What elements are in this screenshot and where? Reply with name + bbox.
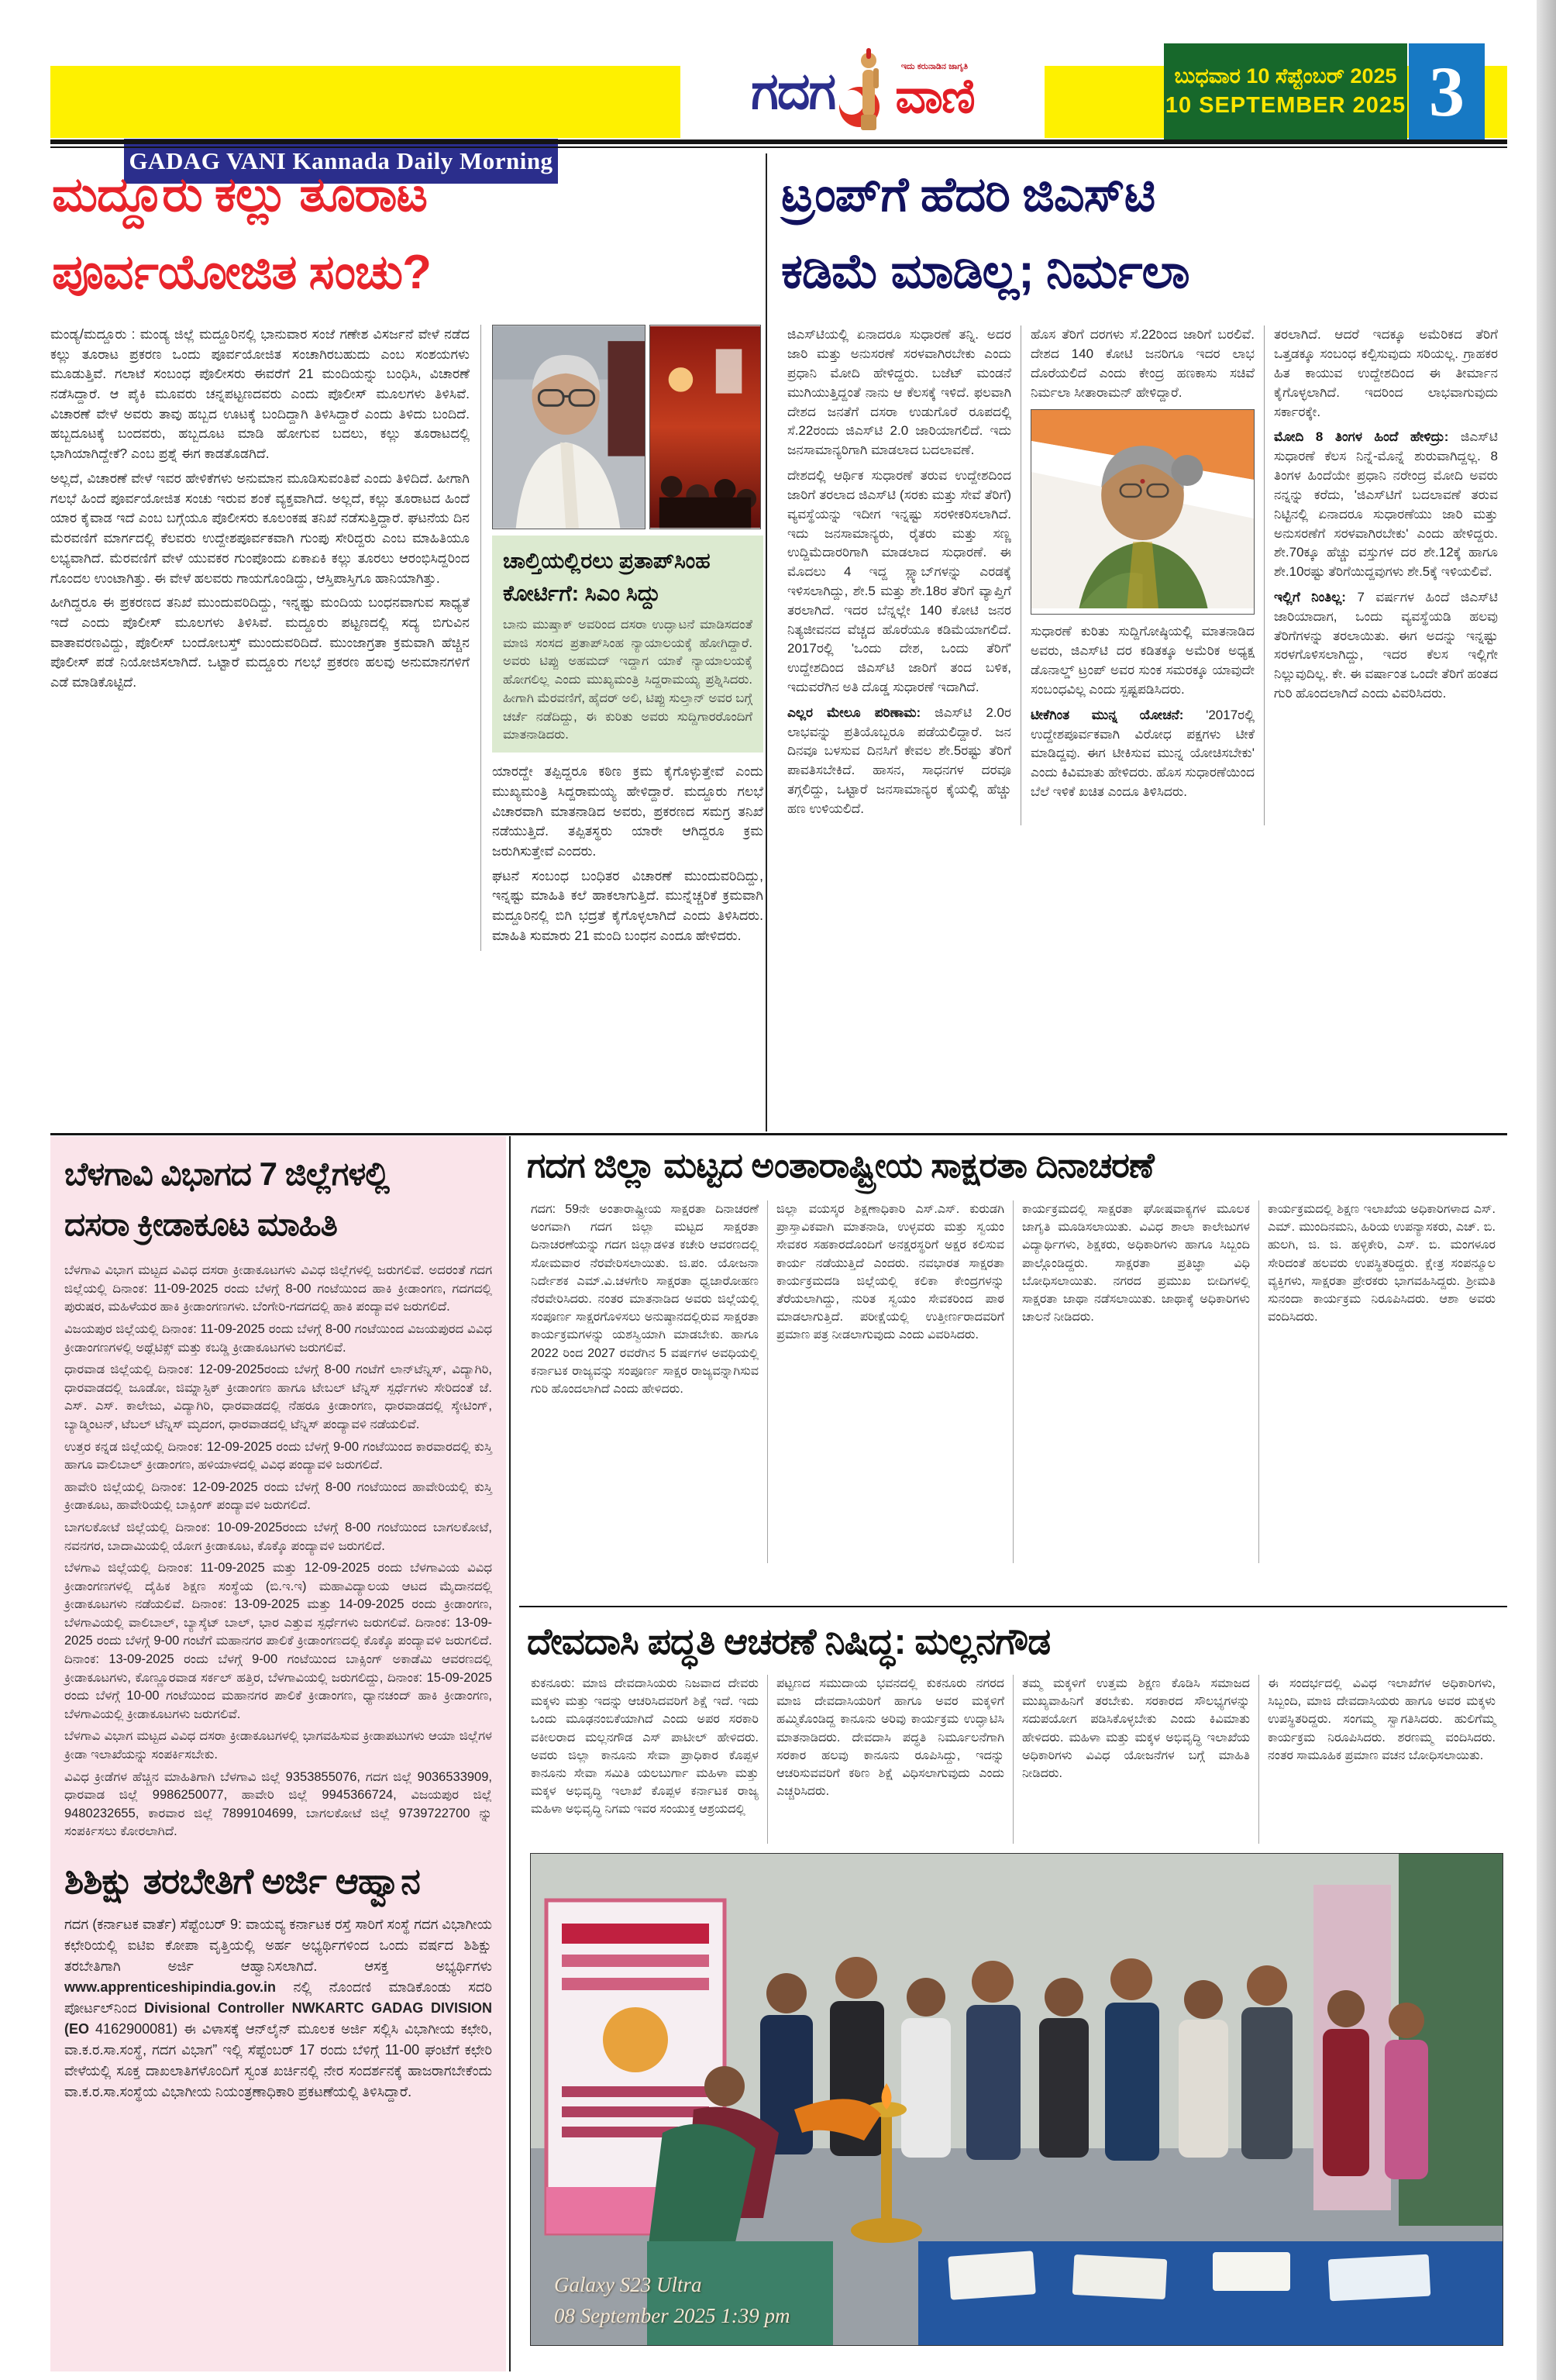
apprentice-portal-url: www.apprenticeshipindia.gov.in [64,1979,277,1995]
caption-title-line2: ಕೋರ್ಟಿಗೆ: ಸಿಎಂ ಸಿದ್ದು [503,580,661,605]
pink-column [50,1136,506,2371]
stone-headline-line2: ಪೂರ್ವಯೋಜಿತ ಸಂಚು? [52,246,431,300]
gst-subhead: ಟೀಕೆಗಿಂತ ಮುನ್ನ ಯೋಚನೆ: [1031,707,1184,722]
article-literacy [519,1136,1507,1563]
statue-icon [839,46,890,137]
stone-paragraph: ಅಲ್ಲದೆ, ವಿಚಾರಣೆ ವೇಳೆ ಇವರ ಹೇಳಿಕೆಗಳು ಅನುಮಾನ ಮೂಡಿಸುವಂತಿವೆ ಎಂದು ತಿಳಿದಿದೆ. ಹೀಗಾಗಿ ಗಲಭೆ ಹಿಂದೆ ಪೂರ್ವಯೋಜಿತ ಸಂಚು ಇರುವ ಶಂಕೆ ವ್ಯಕ್ತವಾಗಿದೆ. ಅಲ್ಲದೆ, ಕಲ್ಲು ತೂರಾಟದ ಹಿಂದೆ ಯಾರ ಕೈವಾಡ ಇದೆ ಎಂಬ ಬಗ್ಗೆಯೂ ಪೊಲೀಸರು ಕೂಲಂಕಷ ತನಿಖೆ ನಡೆಸುತ್ತಿದ್ದಾರೆ. ಘಟನೆಯ ದಿನ ಮೆರವಣಿಗೆ ಮಾರ್ಗದಲ್ಲಿ ಕೆಲವರು ಉದ್ದೇಶಪೂರ್ವಕವಾಗಿ ಗುಂಪು ಸೇರಿದ್ದರು ಎಂಬ ಮಾಹಿತಿಯೂ ಲಭ್ಯವಾಗಿದೆ. ಮೆರವಣಿಗೆ ವೇಳೆ ಯುವಕರ ಗುಂಪೊಂದು ಏಕಾಏಕಿ ಕಲ್ಲು ತೂರಲು ಆರಂಭಿಸಿದ್ದರಿಂದ ಗೊಂದಲ ಉಂಟಾಗಿತ್ತು. ಈ ವೇಳೆ ಹಲವರು ಗಾಯಗೊಂಡಿದ್ದು, ಆಸ್ತಿಪಾಸ್ತಿಗೂ ಹಾನಿಯಾಗಿತ್ತು. [50,470,470,586]
column-divider-top [766,153,767,1131]
gst-paragraph [787,704,1011,819]
gst-headline-line1: ಟ್ರಂಪ್‌ಗೆ ಹೆದರಿ ಜಿಎಸ್‌ಟಿ [781,168,1155,222]
dasara-paragraph: ಬೆಳಗಾವಿ ವಿಭಾಗ ಮಟ್ಟದ ವಿವಿಧ ದಸರಾ ಕ್ರೀಡಾಕೂಟಗಳಲ್ಲಿ ಭಾಗವಹಿಸುವ ಕ್ರೀಡಾಪಟುಗಳು ಆಯಾ ಜಿಲ್ಲೆಗಳ ಕ್ರೀಡಾ ಇಲಾಖೆಯನ್ನು ಸಂಪರ್ಕಿಸಬೇಕು. [64,1729,492,1762]
apprentice-headline: ಶಿಶಿಕ್ಷು ತರಬೇತಿಗೆ ಅರ್ಜಿ ಆಹ್ವಾನ [64,1861,420,1901]
apprentice-body [64,1914,492,2103]
dasara-headline-line2: ದಸರಾ ಕ್ರೀಡಾಕೂಟ ಮಾಹಿತಿ [64,1206,337,1243]
literacy-headline: ಗದಗ ಜಿಲ್ಲಾ ಮಟ್ಟದ ಅಂತಾರಾಷ್ಟ್ರೀಯ ಸಾಕ್ಷರತಾ ದಿನಾಚರಣೆ [527,1145,1154,1185]
gst-column-2 [1021,325,1264,825]
dasara-paragraph: ಬೆಳಗಾವಿ ಜಿಲ್ಲೆಯಲ್ಲಿ ದಿನಾಂಕ: 11-09-2025 ಮತ್ತು 12-09-2025 ರಂದು ಬೆಳಗಾವಿಯ ವಿವಿಧ ಕ್ರೀಡಾಂಗಣಗಳಲ್ಲಿ ದೈಹಿಕ ಶಿಕ್ಷಣ ಸಂಸ್ಥೆಯ (ಬಿ.ಇ.ಇ) ಮಹಾವಿದ್ಯಾಲಯ ಆಟದ ಮೈದಾನದಲ್ಲಿ ಕ್ರೀಡಾಕೂಟಗಳು ನಡೆಯಲಿವೆ. ದಿನಾಂಕ: 13-09-2025 ಮತ್ತು 14-09-2025 ರಂದು ಕ್ರೀಡಾಂಗಣ, ಬೆಳಗಾವಿಯಲ್ಲಿ ವಾಲಿಬಾಲ್, ಬ್ಯಾಸ್ಕೆಟ್ ಬಾಲ್, ಭಾರ ಎತ್ತುವ ಸ್ಪರ್ಧೆಗಳು ಜರುಗಲಿವೆ. ದಿನಾಂಕ: 13-09-2025 ರಂದು ಬೆಳಗ್ಗೆ 9-00 ಗಂಟೆಗೆ ಮಹಾನಗರ ಪಾಲಿಕೆ ಕ್ರೀಡಾಂಗಣದಲ್ಲಿ ಕೊಕ್ಕೊ ಪಂದ್ಯಾವಳಿ ಜರುಗಲಿದೆ. ದಿನಾಂಕ: 13-09-2025 ರಂದು ಬೆಳಗ್ಗೆ 9-00 ಗಂಟೆಯಿಂದ ಬಾಕ್ಸಿಂಗ್ ಅಕಾಡೆಮಿ ಆವರಣದಲ್ಲಿ ಕ್ರೀಡಾಕೂಟಗಳು, ಕೊಣ್ಣೂರವಾಡ ಸರ್ಕಲ್ ಹತ್ತಿರ, ಬೆಳಗಾವಿಯಲ್ಲಿ ಜರುಗಲಿದ್ದು, ದಿನಾಂಕ: 15-09-2025 ರಂದು ಬೆಳಗ್ಗೆ 10-00 ಗಂಟೆಯಿಂದ ಮಹಾನಗರ ಪಾಲಿಕೆ ಕ್ರೀಡಾಂಗಣ, ಧ್ಯಾನಚಂದ್ ಹಾಕಿ ಕ್ರೀಡಾಂಗಣ, ಬೆಳಗಾವಿಯಲ್ಲಿ ಕ್ರೀಡಾಕೂಟಗಳು ಜರುಗಲಿವೆ. [64,1561,492,1721]
dasara-headline-line1: ಬೆಳಗಾವಿ ವಿಭಾಗದ 7 ಜಿಲ್ಲೆಗಳಲ್ಲಿ [64,1156,390,1192]
logo-right-group [895,63,974,121]
dasara-paragraph: ವಿಜಯಪುರ ಜಿಲ್ಲೆಯಲ್ಲಿ ದಿನಾಂಕ: 11-09-2025 ರಂದು ಬೆಳಗ್ಗೆ 8-00 ಗಂಟೆಯಿಂದ ವಿಜಯಪುರದ ವಿವಿಧ ಕ್ರೀಡಾಂಗಣಗಳಲ್ಲಿ ಅಥ್ಲೆಟಿಕ್ಸ್ ಮತ್ತು ಕಬಡ್ಡಿ ಕ್ರೀಡಾಕೂಟಗಳು ಜರುಗಲಿವೆ. [64,1321,492,1355]
gst-paragraph [1274,588,1498,704]
siddaramaiah-photo [492,325,645,529]
devadasi-column-4: ಈ ಸಂದರ್ಭದಲ್ಲಿ ವಿವಿಧ ಇಲಾಖೆಗಳ ಅಧಿಕಾರಿಗಳು, ಸಿಬ್ಬಂದಿ, ಮಾಜಿ ದೇವದಾಸಿಯರು ಹಾಗೂ ಅವರ ಮಕ್ಕಳು ಉಪಸ್ಥಿತರಿದ್ದರು. ಸಂಗಮ್ಮ ಸ್ವಾಗತಿಸಿದರು. ಹುಲಿಗೆಮ್ಮ ಕಾರ್ಯಕ್ರಮ ನಿರೂಪಿಸಿದರು. ಶರಣಮ್ಮ ವಂದಿಸಿದರು. ನಂತರ ಸಾಮೂಹಿಕ ಪ್ರಮಾಣ ವಚನ ಬೋಧಿಸಲಾಯಿತು. [1258,1675,1504,1844]
apprentice-eo-number: 4162900081) [89,2021,184,2037]
scan-page-edge [1537,0,1556,2380]
masthead-logo [680,43,1045,139]
gst-paragraph: ಹೊಸ ತೆರಿಗೆ ದರಗಳು ಸೆ.22ರಿಂದ ಜಾರಿಗೆ ಬರಲಿವೆ. ದೇಶದ 140 ಕೋಟಿ ಜನರಿಗೂ ಇದರ ಲಾಭ ದೊರೆಯಲಿದೆ ಎಂದು ಕೇಂದ್ರ ಹಣಕಾಸು ಸಚಿವೆ ನಿರ್ಮಲಾ ಸೀತಾರಾಮನ್ ಹೇಳಿದ್ದಾರೆ. [1031,327,1255,400]
section-rule-middle [50,1133,1507,1135]
devadasi-column-1: ಕುಕನೂರು: ಮಾಜಿ ದೇವದಾಸಿಯರು ನಿಜವಾದ ದೇವರು ಮಕ್ಕಳು ಮತ್ತು ಇದನ್ನು ಆಚರಿಸಿದವರಿಗೆ ಶಿಕ್ಷೆ ಇದೆ. ಇದು ಒಂದು ಮೂಢನಂಬಿಕೆಯಾಗಿದೆ ಎಂದು ಅಪರ ಸರಕಾರಿ ವಕೀಲರಾದ ಮಲ್ಲನಗೌಡ ಎಸ್ ಪಾಟೀಲ್ ಹೇಳಿದರು. ಅವರು ಜಿಲ್ಲಾ ಕಾನೂನು ಸೇವಾ ಪ್ರಾಧಿಕಾರ ಕೊಪ್ಪಳ ಕಾನೂನು ಸೇವಾ ಸಮಿತಿ ಯಲಬುರ್ಗಾ ಮಹಿಳಾ ಮತ್ತು ಮಕ್ಕಳ ಅಭಿವೃದ್ಧಿ ಇಲಾಖೆ ಕೊಪ್ಪಳ ಕರ್ನಾಟಕ ರಾಜ್ಯ ಮಹಿಳಾ ಅಭಿವೃದ್ಧಿ ನಿಗಮ ಇವರ ಸಂಯುಕ್ತ ಆಶ್ರಯದಲ್ಲಿ [531,1677,759,1817]
gst-paragraph: ದೇಶದಲ್ಲಿ ಆರ್ಥಿಕ ಸುಧಾರಣೆ ತರುವ ಉದ್ದೇಶದಿಂದ ಜಾರಿಗೆ ತರಲಾದ ಜಿಎಸ್‌ಟಿ (ಸರಕು ಮತ್ತು ಸೇವೆ ತೆರಿಗೆ) ವ್ಯವಸ್ಥೆಯನ್ನು ಇದೀಗ ಇನ್ನಷ್ಟು ಸರಳೀಕರಿಸಲಾಗಿದೆ. ಇದು ಜನಸಾಮಾನ್ಯರು, ರೈತರು ಮತ್ತು ಸಣ್ಣ ಉದ್ದಿಮೆದಾರರಿಗಾಗಿ ಮಾಡಲಾದ ಸುಧಾರಣೆ. ಈ ಮೊದಲು 4 ಇದ್ದ ಸ್ಲ್ಯಾಬ್‌ಗಳನ್ನು ಎರಡಕ್ಕೆ ಇಳಿಸಲಾಗಿದ್ದು, ಶೇ.5 ಮತ್ತು ಶೇ.18ರ ತೆರಿಗೆ ವ್ಯಾಪ್ತಿಗೆ ತರಲಾಗಿದೆ. ಇದರ ಬೆನ್ನಲ್ಲೇ 140 ಕೋಟಿ ಜನರ ನಿತ್ಯಜೀವನದ ವೆಚ್ಚದ ಹೊರೆಯೂ ಕಡಿಮೆಯಾಗಲಿದೆ. 2017ರಲ್ಲಿ 'ಒಂದು ದೇಶ, ಒಂದು ತೆರಿಗೆ' ಉದ್ದೇಶದಿಂದ ಜಿಎಸ್‌ಟಿ ಜಾರಿಗೆ ತಂದ ಬಳಿಕ, ಇದುವರೆಗಿನ ಅತಿ ದೊಡ್ಡ ಸುಧಾರಣೆ ಇದಾಗಿದೆ. [787,468,1011,694]
apprentice-text: ಗದಗ (ಕರ್ನಾಟಕ ವಾರ್ತೆ) ಸೆಪ್ಟೆಂಬರ್ 9: ವಾಯವ್ಯ ಕರ್ನಾಟಕ ರಸ್ತೆ ಸಾರಿಗೆ ಸಂಸ್ಥೆ ಗದಗ ವಿಭಾಗೀಯ ಕಛೇರಿಯಲ್ಲಿ ಐಟಿಐ ಕೋಪಾ ವೃತ್ತಿಯಲ್ಲಿ ಅರ್ಹ ಅಭ್ಯರ್ಥಿಗಳಿಂದ ಒಂದು ವರ್ಷದ ಶಿಶಿಕ್ಷು ತರಬೇತಿಗಾಗಿ ಅರ್ಜಿ ಆಹ್ವಾನಿಸಲಾಗಿದೆ. ಆಸಕ್ತ ಅಭ್ಯರ್ಥಿಗಳು [64,1917,492,1974]
gst-paragraph [1274,428,1498,582]
dasara-paragraph: ಉತ್ತರ ಕನ್ನಡ ಜಿಲ್ಲೆಯಲ್ಲಿ ದಿನಾಂಕ: 12-09-2025 ರಂದು ಬೆಳಗ್ಗೆ 9-00 ಗಂಟೆಯಿಂದ ಕಾರವಾರದಲ್ಲಿ ಕುಸ್ತಿ ಹಾಗೂ ವಾಲಿಬಾಲ್ ಕ್ರೀಡಾಂಗಣ, ಹಳಿಯಾಳದಲ್ಲಿ ವಿವಿಧ ಪಂದ್ಯಾವಳಿ ಜರುಗಲಿದೆ. [64,1439,492,1472]
stone-paragraph: ಯಾರದ್ದೇ ತಪ್ಪಿದ್ದರೂ ಕಠಿಣ ಕ್ರಮ ಕೈಗೊಳ್ಳುತ್ತೇವೆ ಎಂದು ಮುಖ್ಯಮಂತ್ರಿ ಸಿದ್ದರಾಮಯ್ಯ ಹೇಳಿದ್ದಾರೆ. ಮದ್ದೂರು ಗಲಭೆ ವಿಚಾರವಾಗಿ ಮಾತನಾಡಿದ ಅವರು, ಪ್ರಕರಣದ ಸಮಗ್ರ ತನಿಖೆ ನಡೆಯುತ್ತಿದೆ. ತಪ್ಪಿತಸ್ಥರು ಯಾರೇ ಆಗಿದ್ದರೂ ಕ್ರಮ ಜರುಗಿಸುತ್ತೇವೆ ಎಂದರು. [492,763,763,859]
article-stone-pelting [50,153,763,1131]
gst-paragraph [1031,706,1255,802]
stone-photo-row [492,325,763,529]
logo-word-vani: ವಾಣಿ [895,69,974,123]
event-table [918,2241,1503,2346]
date-box [1164,43,1407,139]
stone-paragraph: ಮಂಡ್ಯ/ಮದ್ದೂರು : ಮಂಡ್ಯ ಜಿಲ್ಲೆ ಮದ್ದೂರಿನಲ್ಲಿ ಭಾನುವಾರ ಸಂಜೆ ಗಣೇಶ ವಿಸರ್ಜನೆ ವೇಳೆ ನಡೆದ ಕಲ್ಲು ತೂರಾಟ ಪ್ರಕರಣ ಒಂದು ಪೂರ್ವಯೋಜಿತ ಸಂಚಾಗಿರಬಹುದು ಎಂಬ ಸಂಶಯಗಳು ಮೂಡುತ್ತಿವೆ. ಗಲಾಟೆ ಸಂಬಂಧ ಪೊಲೀಸರು ಈವರೆಗೆ 21 ಮಂದಿಯನ್ನು ಬಂಧಿಸಿ, ವಿಚಾರಣೆ ನಡೆಸಿದ್ದಾರೆ. ಆ ಪೈಕಿ ಮೂವರು ಚನ್ನಪಟ್ಟಣದವರು ಎಂದು ಪೊಲೀಸ್ ಮೂಲಗಳು ತಿಳಿಸಿವೆ. ವಿಚಾರಣೆ ವೇಳೆ ಅವರು ತಾವು ಹಬ್ಬದ ಊಟಕ್ಕೆ ಬಂದಿದ್ದಾಗಿ ತಿಳಿಸಿದ್ದಾರೆ ಎಂದು ತಿಳಿದು ಬಂದಿದೆ. ಹಬ್ಬದೂಟಕ್ಕೆ ಬಂದವರು, ಹಬ್ಬದೂಟ ಮಾಡಿ ಹೋಗುವ ಬದಲು, ಕಲ್ಲು ತೂರಾಟದಲ್ಲಿ ಭಾಗಿಯಾಗಿದ್ದೇಕೆ? ಎಂಬ ಪ್ರಶ್ನೆ ಈಗ ಕಾಡತೊಡಗಿದೆ. [50,325,470,462]
literacy-column-3: ಕಾರ್ಯಕ್ರಮದಲ್ಲಿ ಸಾಕ್ಷರತಾ ಘೋಷವಾಕ್ಯಗಳ ಮೂಲಕ ಜಾಗೃತಿ ಮೂಡಿಸಲಾಯಿತು. ವಿವಿಧ ಶಾಲಾ ಕಾಲೇಜುಗಳ ವಿದ್ಯಾರ್ಥಿಗಳು, ಶಿಕ್ಷಕರು, ಅಧಿಕಾರಿಗಳು ಹಾಗೂ ಸಿಬ್ಬಂದಿ ಪಾಲ್ಗೊಂಡಿದ್ದರು. ಸಾಕ್ಷರತಾ ಪ್ರತಿಜ್ಞಾ ವಿಧಿ ಬೋಧಿಸಲಾಯಿತು. ನಗರದ ಪ್ರಮುಖ ಬೀದಿಗಳಲ್ಲಿ ಸಾಕ್ಷರತಾ ಜಾಥಾ ನಡೆಸಲಾಯಿತು. ಜಾಥಾಕ್ಕೆ ಅಧಿಕಾರಿಗಳು ಚಾಲನೆ ನೀಡಿದರು. [1013,1200,1258,1563]
literacy-column-4: ಕಾರ್ಯಕ್ರಮದಲ್ಲಿ ಶಿಕ್ಷಣ ಇಲಾಖೆಯ ಅಧಿಕಾರಿಗಳಾದ ಎಸ್. ಎಮ್. ಮುಂದಿನಮನಿ, ಹಿರಿಯ ಉಪನ್ಯಾಸಕರು, ಎಚ್. ಬಿ. ಹುಲಗಿ, ಜಿ. ಜಿ. ಹಳ್ಳಿಕೇರಿ, ಎಸ್. ಬಿ. ಮಂಗಳೂರ ಸೇರಿದಂತೆ ಹಲವರು ಉಪಸ್ಥಿತರಿದ್ದರು. ಕ್ಷೇತ್ರ ಸಂಪನ್ಮೂಲ ವ್ಯಕ್ತಿಗಳು, ಸಾಕ್ಷರತಾ ಪ್ರೇರಕರು ಭಾಗವಹಿಸಿದ್ದರು. ಶ್ರೀಮತಿ ಸುನಂದಾ ಕಾರ್ಯಕ್ರಮ ನಿರೂಪಿಸಿದರು. ಆಶಾ ಅವರು ವಂದಿಸಿದರು. [1258,1200,1504,1563]
stone-paragraph: ಹೀಗಿದ್ದರೂ ಈ ಪ್ರಕರಣದ ತನಿಖೆ ಮುಂದುವರಿದಿದ್ದು, ಇನ್ನಷ್ಟು ಮಂದಿಯ ಬಂಧನವಾಗುವ ಸಾಧ್ಯತೆ ಇದೆ ಎಂದು ಪೊಲೀಸ್ ಮೂಲಗಳು ತಿಳಿಸಿವೆ. ಮದ್ದೂರು ಪಟ್ಟಣದಲ್ಲಿ ಸದ್ಯ ಬಿಗುವಿನ ವಾತಾವರಣವಿದ್ದು, ಪೊಲೀಸ್ ಬಂದೋಬಸ್ತ್ ಮುಂದುವರಿದಿದೆ. ಮುಂಜಾಗ್ರತಾ ಕ್ರಮವಾಗಿ ಹೆಚ್ಚಿನ ಪೊಲೀಸ್ ಪಡೆ ನಿಯೋಜಿಸಲಾಗಿದೆ. ಒಟ್ಟಾರೆ ಮದ್ದೂರು ಗಲಭೆ ಪ್ರಕರಣ ಹಲವು ಅನುಮಾನಗಳಿಗೆ ಎಡೆ ಮಾಡಿಕೊಟ್ಟಿದೆ. [50,594,470,691]
date-kannada: ಬುಧವಾರ 10 ಸೆಪ್ಟೆಂಬರ್ 2025 [1174,64,1397,88]
devadasi-headline: ದೇವದಾಸಿ ಪದ್ಧತಿ ಆಚರಣೆ ನಿಷಿದ್ಧ: ಮಲ್ಲನಗೌಡ [527,1621,1051,1662]
dasara-paragraph: ಹಾವೇರಿ ಜಿಲ್ಲೆಯಲ್ಲಿ ದಿನಾಂಕ: 12-09-2025 ರಂದು ಬೆಳಗ್ಗೆ 8-00 ಗಂಟೆಯಿಂದ ಹಾವೇರಿಯಲ್ಲಿ ಕುಸ್ತಿ ಕ್ರೀಡಾಕೂಟ, ಹಾವೇರಿಯಲ್ಲಿ ಬಾಕ್ಸಿಂಗ್ ಪಂದ್ಯಾವಳಿ ಜರುಗಲಿದೆ. [64,1479,492,1513]
section-rule-devadasi [519,1606,1507,1607]
apprentice-text: ನಲ್ಲಿ ನೊಂದಣಿ ಮಾಡಿಕೊಂಡು ಸದರಿ ಪೋರ್ಟಲ್‌ನಿಂದ [64,1979,492,2016]
dasara-paragraph: ಬಾಗಲಕೋಟೆ ಜಿಲ್ಲೆಯಲ್ಲಿ ದಿನಾಂಕ: 10-09-2025ರಂದು ಬೆಳಗ್ಗೆ 8-00 ಗಂಟೆಯಿಂದ ಬಾಗಲಕೋಟೆ, ನವನಗರ, ಬಾದಾಮಿಯಲ್ಲಿ ಯೋಗ ಕ್ರೀಡಾಕೂಟ, ಕೊಕ್ಕೊ ಪಂದ್ಯಾವಳಿ ಜರುಗಲಿದೆ. [64,1520,492,1553]
dasara-paragraph: ಬೆಳಗಾವಿ ವಿಭಾಗ ಮಟ್ಟದ ವಿವಿಧ ದಸರಾ ಕ್ರೀಡಾಕೂಟಗಳು ವಿವಿಧ ಜಿಲ್ಲೆಗಳಲ್ಲಿ ಜರುಗಲಿವೆ. ಅದರಂತೆ ಗದಗ ಜಿಲ್ಲೆಯಲ್ಲಿ ದಿನಾಂಕ: 11-09-2025 ರಂದು ಬೆಳಗ್ಗೆ 8-00 ಗಂಟೆಯಿಂದ ಹಾಕಿ ಕ್ರೀಡಾಂಗಣ, ಗದಗದಲ್ಲಿ ಪುರುಷರ, ಮಹಿಳೆಯರ ಹಾಕಿ ಕ್ರೀಡಾಂಗಣಗಳು. ಬೆಂಗೇರಿ-ಗದಗದಲ್ಲಿ ಹಾಕಿ ಪಂದ್ಯಾವಳಿ ಜರುಗಲಿದೆ. [64,1263,492,1314]
stone-headline-line1: ಮದ್ದೂರು ಕಲ್ಲು ತೂರಾಟ [52,168,427,222]
caption-title [503,545,752,610]
page-number-box [1409,43,1485,139]
gst-subhead-text: 7 ವರ್ಷಗಳ ಹಿಂದೆ ಜಿಎಸ್‌ಟಿ ಜಾರಿಯಾದಾಗ, ಒಂದು ವ್ಯವಸ್ಥೆಯಡಿ ಹಲವು ತೆರಿಗೆಗಳನ್ನು ತರಲಾಯಿತು. ಈಗ ಅದನ್ನು ಇನ್ನಷ್ಟು ಸರಳಗೊಳಿಸಲಾಗಿದ್ದು, ಇದರ ಕೆಲಸ ಇಲ್ಲಿಗೇ ನಿಲ್ಲುವುದಿಲ್ಲ. ಕೇ. ಈ ವರ್ಷಾಂತ ಒಂದೇ ತೆರಿಗೆ ಹಂತದ ಗುರಿ ಹೊಂದಲಾಗಿದೆ ಎಂದು ವಿವರಿಸಿದರು. [1274,589,1498,701]
gst-subhead-text: ಜಿಎಸ್‌ಟಿ 2.0ರ ಲಾಭವನ್ನು ಪ್ರತಿಯೊಬ್ಬರೂ ಪಡೆಯಲಿದ್ದಾರೆ. ಜನ ದಿನವೂ ಬಳಸುವ ದಿನಸಿಗೆ ಕೇವಲ ಶೇ.5ರಷ್ಟು ತೆರಿಗೆ ಪಾವತಿಸಬೇಕಿದೆ. ಹಾಸನ, ಸಾಧನಗಳ ದರವೂ ತಗ್ಗಲಿದ್ದು, ಒಟ್ಟಾರೆ ಜನಸಾಮಾನ್ಯರ ಕೈಯಲ್ಲಿ ಹೆಚ್ಚು ಹಣ ಉಳಿಯಲಿದೆ. [787,704,1011,816]
gst-paragraph: ಜಿಎಸ್‌ಟಿಯಲ್ಲಿ ಏನಾದರೂ ಸುಧಾರಣೆ ತನ್ನಿ. ಅದರ ಜಾರಿ ಮತ್ತು ಅನುಸರಣೆ ಸರಳವಾಗಿರಬೇಕು ಎಂದು ಪ್ರಧಾನಿ ಮೋದಿ ಹೇಳಿದ್ದರು. ಬಜೆಟ್ ಮಂಡನೆ ಮುಗಿಯುತ್ತಿದ್ದಂತೆ ನಾನು ಆ ಕೆಲಸಕ್ಕೆ ಇಳಿದೆ. ಫಲವಾಗಿ ದೇಶದ ಜನತೆಗೆ ದಸರಾ ಉಡುಗೊರೆ ರೂಪದಲ್ಲಿ ಸೆ.22ರಂದು ಜಿಎಸ್‌ಟಿ 2.0 ಜಾರಿಯಾಗಲಿದೆ. ಇದು ಜನಸಾಮಾನ್ಯರಿಗಾಗಿ ಮಾಡಲಾದ ಬದಲಾವಣೆ. [787,327,1011,458]
dasara-paragraph: ಧಾರವಾಡ ಜಿಲ್ಲೆಯಲ್ಲಿ ದಿನಾಂಕ: 12-09-2025ರಂದು ಬೆಳಗ್ಗೆ 8-00 ಗಂಟೆಗೆ ಲಾನ್‌ಟೆನ್ನಿಸ್, ವಿದ್ಯಾಗಿರಿ, ಧಾರವಾಡದಲ್ಲಿ ಜೂಡೋ, ಜಿಮ್ನಾಸ್ಟಿಕ್ ಕ್ರೀಡಾಂಗಣ ಹಾಗೂ ಟೇಬಲ್ ಟೆನ್ನಿಸ್ ಸ್ಪರ್ಧೆಗಳು ಸೇರಿದಂತೆ ಜೆ. ಎಸ್. ಎಸ್. ಕಾಲೇಜು, ವಿದ್ಯಾಗಿರಿ, ಧಾರವಾಡದಲ್ಲಿ ನೆಹರೂ ಕ್ರೀಡಾಂಗಣ, ಧಾರವಾಡದಲ್ಲಿ ಸ್ಕೇಟಿಂಗ್, ಬ್ಯಾಡ್ಮಿಂಟನ್, ಟೆಬಲ್ ಟೆನ್ನಿಸ್ ಮೃದಂಗ, ಧಾರವಾಡದಲ್ಲಿ ಟೆನ್ನಿಸ್ ಪಂದ್ಯಾವಳಿ ನಡೆಯಲಿವೆ. [64,1362,492,1431]
gst-headline [781,157,1507,310]
gst-column-3 [1264,325,1507,825]
column-divider-bottom [509,1136,511,2371]
event-photo-scene [531,1854,1503,2346]
gst-subhead: ಎಲ್ಲರ ಮೇಲೂ ಪರಿಣಾಮ: [787,704,921,720]
stone-caption-box [492,536,763,753]
stone-paragraph: ಘಟನೆ ಸಂಬಂಧ ಬಂಧಿತರ ವಿಚಾರಣೆ ಮುಂದುವರಿದಿದ್ದು, ಇನ್ನಷ್ಟು ಮಾಹಿತಿ ಕಲೆ ಹಾಕಲಾಗುತ್ತಿದೆ. ಮುನ್ನೆಚ್ಚರಿಕೆ ಕ್ರಮವಾಗಿ ಮದ್ದೂರಿನಲ್ಲಿ ಬಿಗಿ ಭದ್ರತೆ ಕೈಗೊಳ್ಳಲಾಗಿದೆ ಎಂದು ತಿಳಿಸಿದರು. ಮಾಹಿತಿ ಸುಮಾರು 21 ಮಂದಿ ಬಂಧನ ಎಂದೂ ಹೇಳಿದರು. [492,867,763,943]
apprentice-division: Divisional Controller NWKARTC GADAG DIVISION (EO [64,2000,492,2037]
masthead-rule [50,139,1507,148]
gst-paragraph: ಸುಧಾರಣೆ ಕುರಿತು ಸುದ್ದಿಗೋಷ್ಠಿಯಲ್ಲಿ ಮಾತನಾಡಿದ ಅವರು, ಜಿಎಸ್‌ಟಿ ದರ ಕಡಿತಕ್ಕೂ ಅಮೆರಿಕ ಅಧ್ಯಕ್ಷ ಡೊನಾಲ್ಡ್ ಟ್ರಂಪ್ ಅವರ ಸುಂಕ ಸಮರಕ್ಕೂ ಯಾವುದೇ ಸಂಬಂಧವಿಲ್ಲ ಎಂದು ಸ್ಪಷ್ಟಪಡಿಸಿದರು. [1031,624,1255,697]
nirmala-photo [1031,409,1255,615]
caption-body: ಬಾನು ಮುಷ್ತಾಕ್ ಅವರಿಂದ ದಸರಾ ಉದ್ಘಾಟನೆ ಮಾಡಿಸದಂತೆ ಮಾಜಿ ಸಂಸದ ಪ್ರತಾಪ್‌ಸಿಂಹ ನ್ಯಾಯಾಲಯಕ್ಕೆ ಹೋಗಿದ್ದಾರೆ. ಅವರು ಟಿಪ್ಪು ಅಹಮದ್ ಇದ್ದಾಗ ಯಾಕೆ ನ್ಯಾಯಾಲಯಕ್ಕೆ ಹೋಗಲಿಲ್ಲ ಎಂದು ಮುಖ್ಯಮಂತ್ರಿ ಸಿದ್ದರಾಮಯ್ಯ ಪ್ರಶ್ನಿಸಿದರು. ಹೀಗಾಗಿ ಮೆರವಣಿಗೆ, ಹೈದರ್ ಅಲಿ, ಟಿಪ್ಪು ಸುಲ್ತಾನ್ ಅವರ ಬಗ್ಗೆ ಚರ್ಚೆ ನಡೆದಿದ್ದು, ಈ ಕುರಿತು ಅವರು ಸುದ್ದಿಗಾರರೊಂದಿಗೆ ಮಾತನಾಡಿದರು. [503,617,752,742]
photo-watermark-device: Galaxy S23 Ultra [554,2273,702,2296]
stone-headline [52,157,763,312]
caption-title-line1: ಚಾಲ್ತಿಯಲ್ಲಿರಲು ಪ್ರತಾಪ್‌ಸಿಂಹ [503,548,711,573]
literacy-column-2: ಜಿಲ್ಲಾ ವಯಸ್ಕರ ಶಿಕ್ಷಣಾಧಿಕಾರಿ ಎಸ್.ಎಸ್. ಕುರುಡಗಿ ಪ್ರಾಸ್ತಾವಿಕವಾಗಿ ಮಾತನಾಡಿ, ಉಳ್ಳವರು ಮತ್ತು ಸ್ವಯಂ ಸೇವಕರ ಸಹಕಾರದೊಂದಿಗೆ ಅನಕ್ಷರಸ್ಥರಿಗೆ ಅಕ್ಷರ ಕಲಿಸುವ ಕಾರ್ಯ ನಡೆಯುತ್ತಿದೆ ಎಂದರು. ನವಭಾರತ ಸಾಕ್ಷರತಾ ಕಾರ್ಯಕ್ರಮದಡಿ ಜಿಲ್ಲೆಯಲ್ಲಿ ಕಲಿಕಾ ಕೇಂದ್ರಗಳನ್ನು ತೆರೆಯಲಾಗಿದ್ದು, ನುರಿತ ಸ್ವಯಂ ಸೇವಕರಿಂದ ಪಾಠ ಮಾಡಲಾಗುತ್ತಿದೆ. ಪರೀಕ್ಷೆಯಲ್ಲಿ ಉತ್ತೀರ್ಣರಾದವರಿಗೆ ಪ್ರಮಾಣ ಪತ್ರ ನೀಡಲಾಗುವುದು ಎಂದು ವಿವರಿಸಿದರು. [767,1200,1013,1563]
nameplate-text: GADAG VANI Kannada Daily Morning [129,147,553,174]
dasara-paragraph: ವಿವಿಧ ಕ್ರೀಡೆಗಳ ಹೆಚ್ಚಿನ ಮಾಹಿತಿಗಾಗಿ ಬೆಳಗಾವಿ ಜಿಲ್ಲೆ 9353855076, ಗದಗ ಜಿಲ್ಲೆ 9036533909, ಧಾರವಾಡ ಜಿಲ್ಲೆ 9986250077, ಹಾವೇರಿ ಜಿಲ್ಲೆ 9945366724, ವಿಜಯಪುರ ಜಿಲ್ಲೆ 9480232655, ಕಾರವಾರ ಜಿಲ್ಲೆ 7899104699, ಬಾಗಲಕೋಟೆ ಜಿಲ್ಲೆ 9739722700 ನ್ನು ಸಂಪರ್ಕಿಸಲು ಕೋರಲಾಗಿದೆ. [64,1769,492,1839]
gst-subhead: ಇಲ್ಲಿಗೆ ನಿಂತಿಲ್ಲ: [1274,589,1346,604]
gst-column-1 [778,325,1021,825]
article-devadasi [519,1612,1507,2346]
gst-headline-line2: ಕಡಿಮೆ ಮಾಡಿಲ್ಲ; ನಿರ್ಮಲಾ [781,245,1189,299]
gst-subhead-text: '2017ರಲ್ಲಿ ಉದ್ದೇಶಪೂರ್ವಕವಾಗಿ ವಿರೋಧ ಪಕ್ಷಗಳು ಟೀಕೆ ಮಾಡಿದ್ದವು. ಈಗ ಟೀಕಿಸುವ ಮುನ್ನ ಯೋಚಿಸಬೇಕು' ಎಂದು ಕಿವಿಮಾತು ಹೇಳಿದರು. ಹೊಸ ಸುಧಾರಣೆಯಿಂದ ಬೆಲೆ ಇಳಿಕೆ ಖಚಿತ ಎಂದೂ ತಿಳಿಸಿದರು. [1031,707,1255,799]
logo-word-gadag: ಗದಗ [751,61,835,119]
logo-tagline: ಇದು ಕರುನಾಡಿನ ಜಾಗೃತಿ [900,61,969,71]
page-number: 3 [1429,52,1465,131]
stone-body-column-2 [492,325,763,951]
apprentice-text: ಈ ವಿಳಾಸಕ್ಕೆ ಆನ್‌ಲೈನ್ ಮೂಲಕ ಅರ್ಜಿ ಸಲ್ಲಿಸಿ ವಿಭಾಗೀಯ ಕಛೇರಿ, ವಾ.ಕ.ರ.ಸಾ.ಸಂಸ್ಥೆ, ಗದಗ ವಿಭಾಗ” ಇಲ್ಲಿ ಸೆಪ್ಟೆಂಬರ್ 17 ರಂದು ಬೆಳಿಗ್ಗೆ 11-00 ಘಂಟೆಗೆ ಕಛೇರಿ ವೇಳೆಯಲ್ಲಿ ಸೂಕ್ತ ದಾಖಲಾತಿಗಳೊಂದಿಗೆ ಸ್ವಂತ ಖರ್ಚಿನಲ್ಲಿ ನೇರ ಸಂದರ್ಶನಕ್ಕೆ ಹಾಜರಾಗಬೇಕೆಂದು ವಾ.ಕ.ರ.ಸಾ.ಸಂಸ್ಥೆಯ ವಿಭಾಗೀಯ ನಿಯಂತ್ರಣಾಧಿಕಾರಿ ಪ್ರಕಟಣೆಯಲ್ಲಿ ತಿಳಿಸಿದ್ದಾರೆ. [64,2021,493,2099]
photo-watermark-timestamp: 08 September 2025 1:39 pm [554,2304,790,2327]
crowd-photo [649,325,761,529]
article-gst [778,153,1507,1131]
gst-subhead: ಮೋದಿ 8 ತಿಂಗಳ ಹಿಂದೆ ಹೇಳಿದ್ರು: [1274,429,1449,445]
date-english: 10 SEPTEMBER 2025 [1165,92,1406,118]
gst-paragraph: ತರಲಾಗಿದೆ. ಆದರೆ ಇದಕ್ಕೂ ಅಮೆರಿಕದ ತೆರಿಗೆ ಒತ್ತಡಕ್ಕೂ ಸಂಬಂಧ ಕಲ್ಪಿಸುವುದು ಸರಿಯಲ್ಲ. ಗ್ರಾಹಕರ ಹಿತ ಕಾಯುವ ಉದ್ದೇಶದಿಂದ ಈ ತೀರ್ಮಾನ ಕೈಗೊಳ್ಳಲಾಗಿದೆ. ಇದರಿಂದ ಲಾಭವಾಗುವುದು ಸರ್ಕಾರಕ್ಕೇ. [1274,327,1498,419]
devadasi-event-photo [530,1853,1503,2346]
literacy-column-1: ಗದಗ: 59ನೇ ಅಂತಾರಾಷ್ಟ್ರೀಯ ಸಾಕ್ಷರತಾ ದಿನಾಚರಣೆ ಅಂಗವಾಗಿ ಗದಗ ಜಿಲ್ಲಾ ಮಟ್ಟದ ಸಾಕ್ಷರತಾ ದಿನಾಚರಣೆಯನ್ನು ಗದಗ ಜಿಲ್ಲಾಡಳಿತ ಕಚೇರಿ ಆವರಣದಲ್ಲಿ ಸೋಮವಾರ ನೆರವೇರಿಸಲಾಯಿತು. ಜಿ.ಪಂ. ಯೋಜನಾ ನಿರ್ದೇಶಕ ಎಮ್.ವಿ.ಚಳಗೇರಿ ಸಾಕ್ಷರತಾ ಧ್ವಜಾರೋಹಣ ನೆರವೇರಿಸಿದರು. ನಂತರ ಮಾತನಾಡಿದ ಅವರು ಜಿಲ್ಲೆಯಲ್ಲಿ ಸಂಪೂರ್ಣ ಸಾಕ್ಷರಗೊಳಿಸಲು ಅನುಷ್ಠಾನದಲ್ಲಿರುವ ಸಾಕ್ಷರತಾ ಕಾರ್ಯಕ್ರಮಗಳನ್ನು ಯಶಸ್ವಿಯಾಗಿ ಮಾಡಬೇಕು. ಹಾಗೂ 2022 ರಿಂದ 2027 ರವರೆಗಿನ 5 ವರ್ಷಗಳ ಅವಧಿಯಲ್ಲಿ ಕರ್ನಾಟಕ ರಾಜ್ಯವನ್ನು ಸಂಪೂರ್ಣ ಸಾಕ್ಷರ ರಾಜ್ಯವನ್ನಾಗಿಸುವ ಗುರಿ ಹೊಂದಲಾಗಿದೆ ಎಂದು ಹೇಳಿದರು. [531,1203,759,1396]
stone-body-column-1 [50,325,481,951]
devadasi-column-3: ತಮ್ಮ ಮಕ್ಕಳಿಗೆ ಉತ್ತಮ ಶಿಕ್ಷಣ ಕೊಡಿಸಿ ಸಮಾಜದ ಮುಖ್ಯವಾಹಿನಿಗೆ ತರಬೇಕು. ಸರಕಾರದ ಸೌಲಭ್ಯಗಳನ್ನು ಸದುಪಯೋಗ ಪಡಿಸಿಕೊಳ್ಳಬೇಕು ಎಂದು ಕಿವಿಮಾತು ಹೇಳಿದರು. ಮಹಿಳಾ ಮತ್ತು ಮಕ್ಕಳ ಅಭಿವೃದ್ಧಿ ಇಲಾಖೆಯ ಅಧಿಕಾರಿಗಳು ವಿವಿಧ ಯೋಜನೆಗಳ ಬಗ್ಗೆ ಮಾಹಿತಿ ನೀಡಿದರು. [1013,1675,1258,1844]
stone-column2-text [492,762,763,945]
gst-subhead-text: ಜಿಎಸ್‌ಟಿ ಸುಧಾರಣೆ ಕೆಲಸ ನಿನ್ನೆ-ಮೊನ್ನೆ ಶುರುವಾಗಿದ್ದಲ್ಲ. 8 ತಿಂಗಳ ಹಿಂದೆಯೇ ಪ್ರಧಾನಿ ನರೇಂದ್ರ ಮೋದಿ ಅವರು ನನ್ನನ್ನು ಕರೆದು, 'ಜಿಎಸ್‌ಟಿಗೆ ಬದಲಾವಣೆ ತರುವ ನಿಟ್ಟಿನಲ್ಲಿ ಏನಾದರೂ ಸುಧಾರಣೆಯು ಜಾರಿ ಮತ್ತು ಅನುಸರಣೆಗೆ ಸರಳವಾಗಿರಬೇಕು' ಎಂದು ಹೇಳಿದ್ದರು. ಶೇ.70ಕ್ಕೂ ಹೆಚ್ಚು ವಸ್ತುಗಳ ದರ ಶೇ.12ಕ್ಕೆ ಹಾಗೂ ಶೇ.10ರಷ್ಟು ತೆರಿಗೆಯಿದ್ದವುಗಳು ಶೇ.5ಕ್ಕೆ ಇಳಿಯಲಿವೆ. [1274,429,1498,580]
dasara-headline [64,1149,492,1249]
devadasi-column-2: ಪಟ್ಟಣದ ಸಮುದಾಯ ಭವನದಲ್ಲಿ ಕುಕನೂರು ನಗರದ ಮಾಜಿ ದೇವದಾಸಿಯರಿಗೆ ಹಾಗೂ ಅವರ ಮಕ್ಕಳಿಗೆ ಹಮ್ಮಿಕೊಂಡಿದ್ದ ಕಾನೂನು ಅರಿವು ಕಾರ್ಯಕ್ರಮ ಉದ್ಘಾಟಿಸಿ ಮಾತನಾಡಿದರು. ದೇವದಾಸಿ ಪದ್ಧತಿ ನಿರ್ಮೂಲನೆಗಾಗಿ ಸರಕಾರ ಹಲವು ಕಾನೂನು ರೂಪಿಸಿದ್ದು, ಇದನ್ನು ಆಚರಿಸುವವರಿಗೆ ಕಠಿಣ ಶಿಕ್ಷೆ ವಿಧಿಸಲಾಗುವುದು ಎಂದು ಎಚ್ಚರಿಸಿದರು. [767,1675,1013,1844]
